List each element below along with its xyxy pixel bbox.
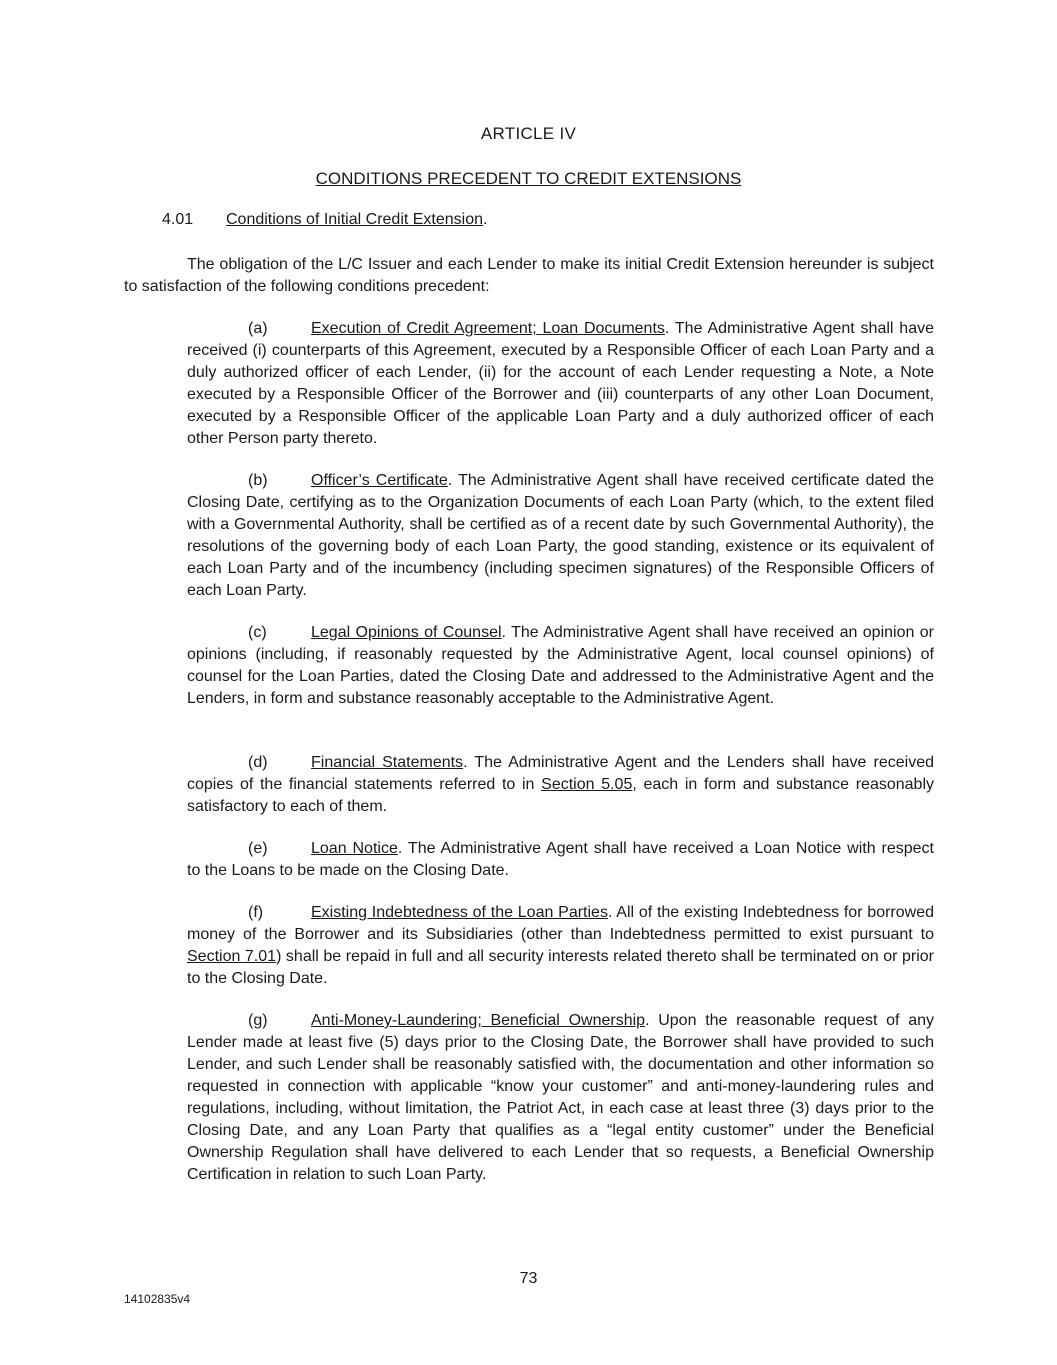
clause-d bbox=[187, 752, 934, 818]
clause-heading: Anti-Money-Laundering; Beneficial Ownership bbox=[311, 1012, 646, 1029]
clause-body: . Upon the reasonable request of any Lender made at least five (5) days prior to the Closing Date, the Borrower shall have provided to such Lender, and such Lender shall be reasonably satisfied with, the documentation and other information so requested in connection with applicable “know your customer” and anti-money-laundering rules and regulations, including, without limitation, the Patriot Act, in each case at least three (3) days prior to the Closing Date, and any Loan Party that qualifies as a “legal entity customer” under the Beneficial Ownership Regulation shall have delivered to each Lender that so requests, a Beneficial Ownership Certification in relation to such Loan Party. bbox=[187, 1012, 934, 1183]
clause-letter: (e) bbox=[248, 840, 268, 857]
section-title-period: . bbox=[483, 211, 488, 228]
page-number: 73 bbox=[519, 1270, 538, 1287]
section-title: Conditions of Initial Credit Extension bbox=[226, 211, 484, 228]
article-subtitle: CONDITIONS PRECEDENT TO CREDIT EXTENSIONS bbox=[315, 169, 742, 188]
clause-letter: (a) bbox=[248, 320, 268, 337]
section-reference: Section 5.05 bbox=[541, 776, 633, 793]
clause-b bbox=[187, 470, 934, 602]
clause-body: . The Administrative Agent shall have received a Loan Notice with respect to the Loans to be made on the Closing Date. bbox=[187, 840, 934, 879]
clause-f bbox=[187, 902, 934, 990]
clause-letter: (b) bbox=[248, 472, 268, 489]
section-number: 4.01 bbox=[162, 211, 194, 228]
document-id: 14102835v4 bbox=[124, 1292, 191, 1306]
clause-heading: Legal Opinions of Counsel bbox=[311, 624, 502, 641]
clause-body-cont: , each in form and substance reasonably satisfactory to each of them. bbox=[187, 776, 935, 815]
clause-body: . The Administrative Agent shall have received an opinion or opinions (including, if reasonably requested by the Administrative Agent, local counsel opinions) of counsel for the Loan Parties, dated the Closing Date and addressed to the Administrative Agent and the Lenders, in form and substance reasonably acceptable to the Administrative Agent. bbox=[187, 624, 934, 707]
clause-heading: Financial Statements bbox=[311, 754, 464, 771]
clause-body: . The Administrative Agent shall have received (i) counterparts of this Agreement, executed by a Responsible Officer of each Loan Party and a duly authorized officer of each Lender, (ii) for the account of each Lender requesting a Note, a Note executed by a Responsible Officer of the Borrower and (iii) counterparts of any other Loan Document, executed by a Responsible Officer of the applicable Loan Party and a duly authorized officer of each other Person party thereto. bbox=[187, 320, 934, 447]
clause-c bbox=[187, 622, 934, 710]
section-heading bbox=[162, 211, 487, 229]
clause-e bbox=[187, 838, 934, 882]
clause-letter: (d) bbox=[248, 754, 268, 771]
clause-body-cont: ) shall be repaid in full and all security interests related thereto shall be terminated on or prior to the Closing Date. bbox=[187, 948, 935, 987]
clause-body: . All of the existing Indebtedness for borrowed money of the Borrower and its Subsidiaries (other than Indebtedness permitted to exist pursuant to bbox=[187, 904, 934, 943]
clause-a bbox=[187, 318, 934, 450]
article-title: ARTICLE IV bbox=[480, 124, 577, 143]
clause-heading: Loan Notice bbox=[311, 840, 398, 857]
clause-letter: (c) bbox=[248, 624, 267, 641]
clause-heading: Execution of Credit Agreement; Loan Documents bbox=[311, 320, 665, 337]
clause-heading: Existing Indebtedness of the Loan Parties bbox=[311, 904, 608, 921]
clause-letter: (f) bbox=[248, 904, 264, 921]
section-reference: Section 7.01 bbox=[187, 948, 277, 965]
intro-paragraph: The obligation of the L/C Issuer and each Lender to make its initial Credit Extension hereunder is subject to satisfaction of the following conditions precedent: bbox=[124, 256, 934, 295]
clause-body: . The Administrative Agent and the Lenders shall have received copies of the financial statements referred to in bbox=[187, 754, 935, 793]
clause-letter: (g) bbox=[248, 1012, 268, 1029]
clause-g bbox=[187, 1010, 934, 1186]
clause-heading: Officer’s Certificate bbox=[311, 472, 448, 489]
clause-body: . The Administrative Agent shall have received certificate dated the Closing Date, certifying as to the Organization Documents of each Loan Party (which, to the extent filed with a Governmental Authority, shall be certified as of a recent date by such Governmental Authority), the resolutions of the governing body of each Loan Party, the good standing, existence or its equivalent of each Loan Party and of the incumbency (including specimen signatures) of the Responsible Officers of each Loan Party. bbox=[187, 472, 935, 599]
